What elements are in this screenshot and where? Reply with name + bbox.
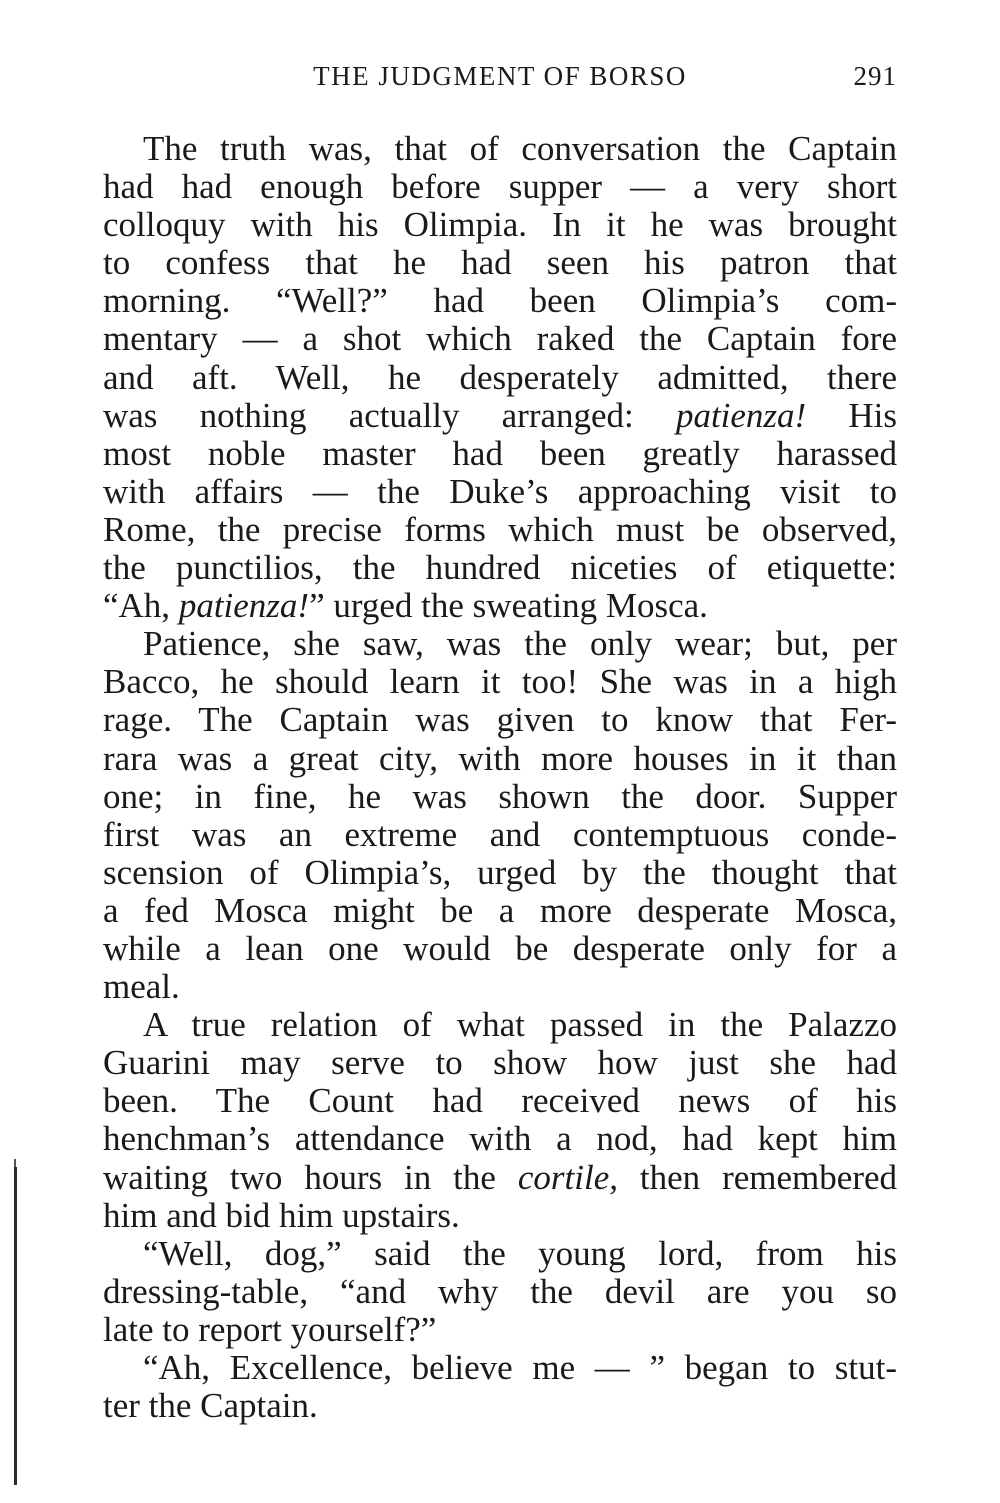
running-title: THE JUDGMENT OF BORSO: [313, 61, 687, 91]
italic-word: patienza!: [675, 395, 807, 435]
line-part: ” urged the sweating Mosca.: [309, 586, 708, 626]
running-head: [103, 56, 897, 96]
text-line: “Ah, Excellence, believe me — ” began to stut-: [143, 1348, 897, 1387]
italic-word: cortile,: [517, 1157, 618, 1197]
body-text: [103, 130, 897, 1425]
line-part: waiting two hours in the: [103, 1157, 518, 1197]
text-line: [103, 587, 897, 625]
text-line: dressing-table, “and why the devil are you so: [103, 1271, 897, 1311]
text-line: colloquy with his Olimpia. In it he was brought: [103, 205, 897, 245]
text-line: a fed Mosca might be a more desperate Mosca,: [103, 890, 897, 930]
text-line: morning. “Well?” had been Olimpia’s com-: [103, 281, 897, 321]
text-line: meal.: [103, 967, 180, 1007]
text-line: Guarini may serve to show how just she had: [103, 1043, 897, 1083]
text-line: henchman’s attendance with a nod, had kept him: [103, 1119, 897, 1159]
text-line: him and bid him upstairs.: [103, 1195, 460, 1235]
text-line: rara was a great city, with more houses in it than: [103, 738, 897, 778]
margin-rule: [14, 1167, 17, 1485]
text-line: The truth was, that of conversation the Captain: [143, 129, 897, 168]
text-line: Bacco, he should learn it too! She was in a high: [103, 662, 897, 702]
text-line: the punctilios, the hundred niceties of etiquette:: [103, 548, 897, 588]
text-line: Rome, the precise forms which must be observed,: [103, 509, 897, 549]
line-part: His: [806, 395, 898, 435]
line-part: then remembered: [618, 1157, 898, 1197]
text-line: to confess that he had seen his patron that: [103, 243, 897, 283]
italic-word: patienza!: [178, 586, 310, 626]
text-line: first was an extreme and contemptuous conde-: [103, 814, 897, 854]
text-line: and aft. Well, he desperately admitted, there: [103, 357, 897, 397]
text-line: been. The Count had received news of his: [103, 1081, 897, 1121]
text-line: with affairs — the Duke’s approaching visit to: [103, 471, 897, 511]
text-line: ter the Captain.: [103, 1386, 318, 1426]
text-line: had had enough before supper — a very short: [103, 167, 897, 207]
page-number: 291: [853, 61, 897, 91]
text-line: late to report yourself?”: [103, 1309, 437, 1349]
text-line: most noble master had been greatly harassed: [103, 433, 897, 473]
text-line: rage. The Captain was given to know that Fer-: [103, 700, 897, 740]
text-line: A true relation of what passed in the Palazzo: [143, 1005, 897, 1045]
text-line: “Well, dog,” said the young lord, from his: [143, 1233, 897, 1273]
line-part: “Ah,: [103, 586, 179, 626]
text-line: [103, 1159, 897, 1197]
text-line: mentary — a shot which raked the Captain fore: [103, 319, 897, 359]
text-line: scension of Olimpia’s, urged by the thought that: [103, 852, 897, 892]
line-part: was nothing actually arranged:: [103, 395, 676, 435]
text-line: one; in fine, he was shown the door. Supper: [103, 776, 897, 816]
text-line: [103, 397, 897, 435]
text-line: Patience, she saw, was the only wear; but, per: [143, 624, 897, 664]
text-line: while a lean one would be desperate only for a: [103, 928, 897, 968]
